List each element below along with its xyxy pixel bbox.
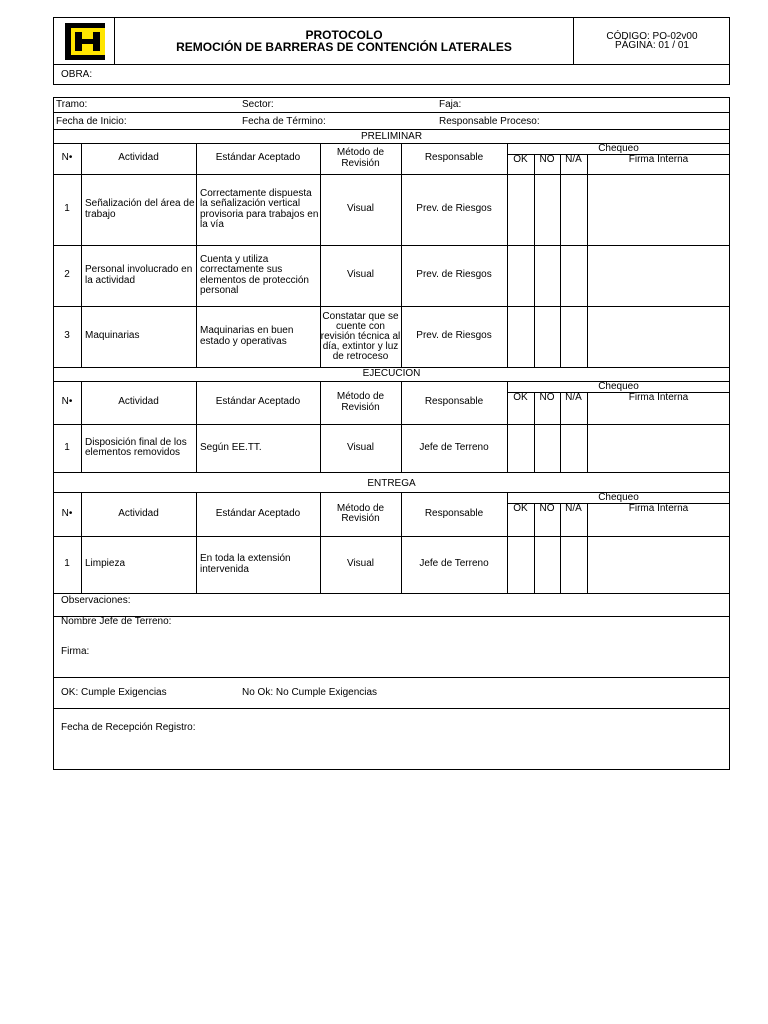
col-na-header: N/A <box>565 392 582 403</box>
col-line <box>507 492 508 593</box>
chequeo-header: Chequeo <box>598 492 639 503</box>
row-responsable: Jefe de Terreno <box>419 441 489 453</box>
col-line <box>507 143 508 367</box>
row-estandar: Correctamente dispuesta la señalización vertical provisoria para trabajos en la vía <box>200 187 319 230</box>
row-actividad: Señalización del área de trabajo <box>85 198 195 220</box>
col-line <box>196 143 197 367</box>
chequeo-header: Chequeo <box>598 143 639 154</box>
col-line <box>534 503 535 593</box>
col-na-header: N/A <box>565 503 582 514</box>
col-line <box>401 381 402 472</box>
col-ok-header: OK <box>513 503 528 514</box>
col-firma-header: Firma Interna <box>628 503 689 514</box>
tramo-underline <box>53 112 730 113</box>
col-estandar-header: Estándar Aceptado <box>215 507 301 519</box>
row-actividad: Limpieza <box>85 558 126 570</box>
col-no-header: NO <box>539 503 555 514</box>
col-line <box>81 143 82 367</box>
company-logo-h-icon <box>65 23 105 60</box>
col-firma-header: Firma Interna <box>628 154 689 165</box>
col-line <box>196 381 197 472</box>
row-estandar: Maquinarias en buen estado y operativas <box>200 325 294 347</box>
observaciones-label: Observaciones: <box>61 595 131 606</box>
protocol-title: PROTOCOLO <box>305 28 383 42</box>
col-na-header: N/A <box>565 154 582 165</box>
row-estandar: Según EE.TT. <box>200 441 262 453</box>
footer-line <box>53 708 730 709</box>
col-line <box>81 492 82 593</box>
row-number: 1 <box>64 558 70 570</box>
page-number: PÁGINA: 01 / 01 <box>615 40 689 51</box>
tramo-label: Tramo: <box>56 99 88 110</box>
col-line <box>560 503 561 593</box>
fecha-inicio-label: Fecha de Inicio: <box>56 116 127 127</box>
row-metodo: Visual <box>346 269 375 281</box>
row-estandar: Cuenta y utiliza correctamente sus elementos de protección personal <box>200 253 309 296</box>
col-actividad-header: Actividad <box>118 396 159 408</box>
col-line <box>587 392 588 472</box>
footer-line <box>53 677 730 678</box>
col-actividad-header: Actividad <box>118 152 159 164</box>
row-responsable: Prev. de Riesgos <box>416 269 492 281</box>
row-responsable: Prev. de Riesgos <box>416 330 492 342</box>
chequeo-header: Chequeo <box>598 381 639 392</box>
nook-legend: No Ok: No Cumple Exigencias <box>242 687 378 698</box>
row-estandar: En toda la extensión intervenida <box>200 553 291 575</box>
col-line <box>320 381 321 472</box>
col-no-header: NO <box>539 392 555 403</box>
col-responsable-header: Responsable <box>424 507 484 519</box>
col-line <box>401 143 402 367</box>
col-actividad-header: Actividad <box>118 507 159 519</box>
row-number: 3 <box>64 330 70 342</box>
row-actividad: Maquinarias <box>85 330 140 342</box>
responsable-proceso-label: Responsable Proceso: <box>439 116 540 127</box>
firma-label: Firma: <box>61 646 90 657</box>
row-line <box>53 472 730 473</box>
col-n-header: N• <box>61 396 73 408</box>
col-ok-header: OK <box>513 392 528 403</box>
col-line <box>560 392 561 472</box>
col-line <box>587 154 588 367</box>
nombre-jefe-label: Nombre Jefe de Terreno: <box>61 616 172 627</box>
row-metodo: Visual <box>346 558 375 570</box>
row-number: 1 <box>64 441 70 453</box>
col-metodo-header: Método de Revisión <box>336 391 385 413</box>
col-estandar-header: Estándar Aceptado <box>215 396 301 408</box>
document-code: CÓDIGO: PO-02v00 <box>606 31 698 42</box>
row-metodo: Visual <box>346 203 375 215</box>
col-n-header: N• <box>61 152 73 164</box>
col-line <box>534 154 535 367</box>
row-metodo: Constatar que se cuente con revisión técnica al día, extintor y luz de retroceso <box>320 310 401 362</box>
sector-label: Sector: <box>242 99 274 110</box>
fecha-recepcion-label: Fecha de Recepción Registro: <box>61 722 196 733</box>
col-n-header: N• <box>61 507 73 519</box>
col-line <box>81 381 82 472</box>
col-line <box>507 381 508 472</box>
row-responsable: Jefe de Terreno <box>419 558 489 570</box>
protocol-subtitle: REMOCIÓN DE BARRERAS DE CONTENCIÓN LATERALES <box>176 40 512 54</box>
row-line <box>53 593 730 594</box>
header-divider <box>53 64 730 65</box>
col-responsable-header: Responsable <box>424 152 484 164</box>
row-responsable: Prev. de Riesgos <box>416 203 492 215</box>
section-title-entrega: ENTREGA <box>367 478 416 489</box>
fecha-termino-label: Fecha de Término: <box>242 116 326 127</box>
col-no-header: NO <box>539 154 555 165</box>
fecha-underline <box>53 129 730 130</box>
col-estandar-header: Estándar Aceptado <box>215 152 301 164</box>
col-line <box>320 492 321 593</box>
faja-label: Faja: <box>439 99 462 110</box>
section-title-preliminar: PRELIMINAR <box>360 131 423 142</box>
col-line <box>534 392 535 472</box>
row-number: 1 <box>64 203 70 215</box>
row-actividad: Disposición final de los elementos removidos <box>85 436 187 458</box>
obra-label: OBRA: <box>61 69 93 80</box>
col-line <box>196 492 197 593</box>
col-line <box>320 143 321 367</box>
row-number: 2 <box>64 269 70 281</box>
section-title-ejecucion: EJECUCION <box>362 368 421 379</box>
ok-legend: OK: Cumple Exigencias <box>61 687 167 698</box>
col-metodo-header: Método de Revisión <box>336 502 385 524</box>
col-firma-header: Firma Interna <box>628 392 689 403</box>
col-line <box>401 492 402 593</box>
row-actividad: Personal involucrado en la actividad <box>85 264 193 286</box>
col-line <box>560 154 561 367</box>
col-metodo-header: Método de Revisión <box>336 147 385 169</box>
col-ok-header: OK <box>513 154 528 165</box>
col-line <box>587 503 588 593</box>
col-responsable-header: Responsable <box>424 396 484 408</box>
row-metodo: Visual <box>346 441 375 453</box>
